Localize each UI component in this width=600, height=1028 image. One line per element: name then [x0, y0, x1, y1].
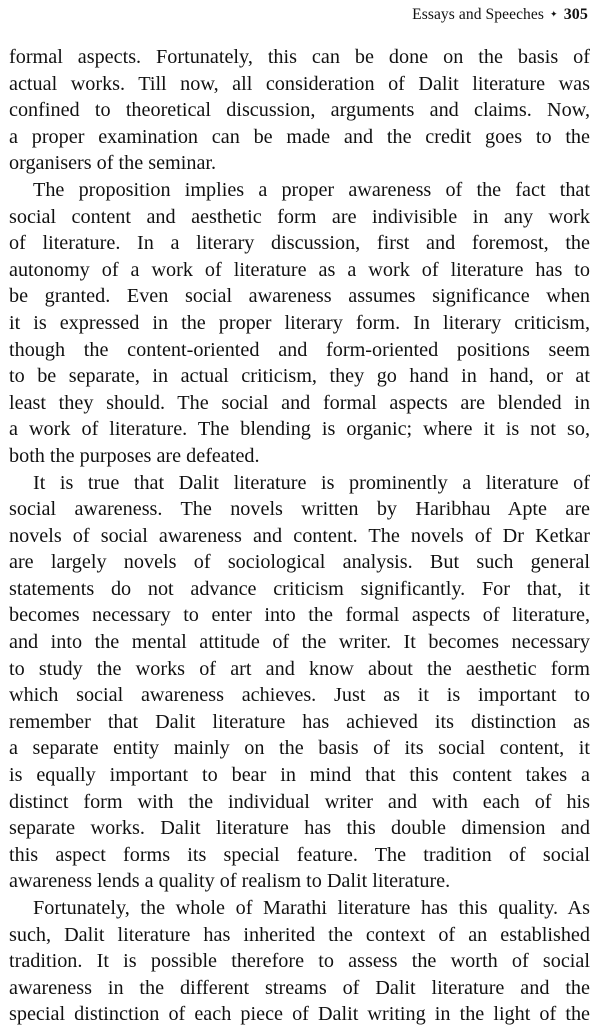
body-text [9, 44, 590, 1028]
text-line: be granted. Even social awareness assumes significance when [9, 285, 590, 308]
paragraph-1 [9, 44, 590, 177]
text-line: though the content-oriented and form-oriented positions seem [9, 338, 590, 361]
text-line: is equally important to bear in mind that this content takes a [9, 764, 590, 787]
text-line: a proper examination can be made and the credit goes to the [9, 125, 590, 148]
page-number: 305 [563, 6, 588, 23]
text-line: actual works. Till now, all consideration of Dalit literature was [9, 72, 590, 95]
text-line: The proposition implies a proper awareness of the fact that [33, 178, 590, 201]
text-line: both the purposes are defeated. [9, 444, 260, 467]
text-line: becomes necessary to enter into the formal aspects of literature, [9, 604, 590, 627]
text-line: special distinction of each piece of Dalit writing in the light of the [9, 1003, 590, 1026]
text-line: social awareness. The novels written by Haribhau Apte are [9, 498, 590, 521]
text-line: and into the mental attitude of the writer. It becomes necessary [9, 631, 590, 654]
text-line: Fortunately, the whole of Marathi literature has this quality. As [33, 897, 590, 919]
text-line: distinct form with the individual writer and with each of his [9, 790, 590, 813]
text-line: this aspect forms its special feature. The tradition of social [9, 843, 590, 866]
paragraph-2 [9, 177, 590, 470]
text-line: organisers of the seminar. [9, 152, 217, 175]
text-line: formal aspects. Fortunately, this can be done on the basis of [9, 46, 590, 68]
text-line: to be separate, in actual criticism, they go hand in hand, or at [9, 365, 590, 388]
text-line: statements do not advance criticism significantly. For that, it [9, 577, 590, 600]
text-line: confined to theoretical discussion, arguments and claims. Now, [9, 99, 590, 122]
running-header-title: Essays and Speeches [412, 6, 545, 23]
text-line: separate works. Dalit literature has this double dimension and [9, 817, 590, 840]
text-line: least they should. The social and formal aspects are blended in [9, 391, 590, 414]
text-line: awareness lends a quality of realism to Dalit literature. [9, 870, 451, 893]
text-line: of literature. In a literary discussion, first and foremost, the [9, 232, 590, 255]
text-line: awareness in the different streams of Dalit literature and the [9, 976, 590, 999]
text-line: It is true that Dalit literature is prominently a literature of [33, 471, 590, 494]
text-line: novels of social awareness and content. The novels of Dr Ketkar [9, 524, 590, 547]
separator-ornament-icon: ✦ [550, 9, 558, 19]
text-line: a work of literature. The blending is organic; where it is not so, [9, 418, 590, 441]
running-header [412, 6, 588, 24]
text-line: to study the works of art and know about the aesthetic form [9, 657, 590, 680]
text-line: a separate entity mainly on the basis of its social content, it [9, 737, 590, 760]
text-line: such, Dalit literature has inherited the context of an established [9, 923, 590, 946]
text-line: it is expressed in the proper literary form. In literary criticism, [9, 311, 590, 334]
text-line: remember that Dalit literature has achieved its distinction as [9, 710, 590, 733]
text-line: autonomy of a work of literature as a work of literature has to [9, 258, 590, 281]
text-line: social content and aesthetic form are indivisible in any work [9, 205, 590, 228]
paragraph-4 [9, 895, 590, 1028]
text-line: are largely novels of sociological analysis. But such general [9, 551, 590, 574]
paragraph-3 [9, 470, 590, 896]
text-line: which social awareness achieves. Just as it is important to [9, 684, 590, 707]
text-line: tradition. It is possible therefore to assess the worth of social [9, 950, 590, 973]
